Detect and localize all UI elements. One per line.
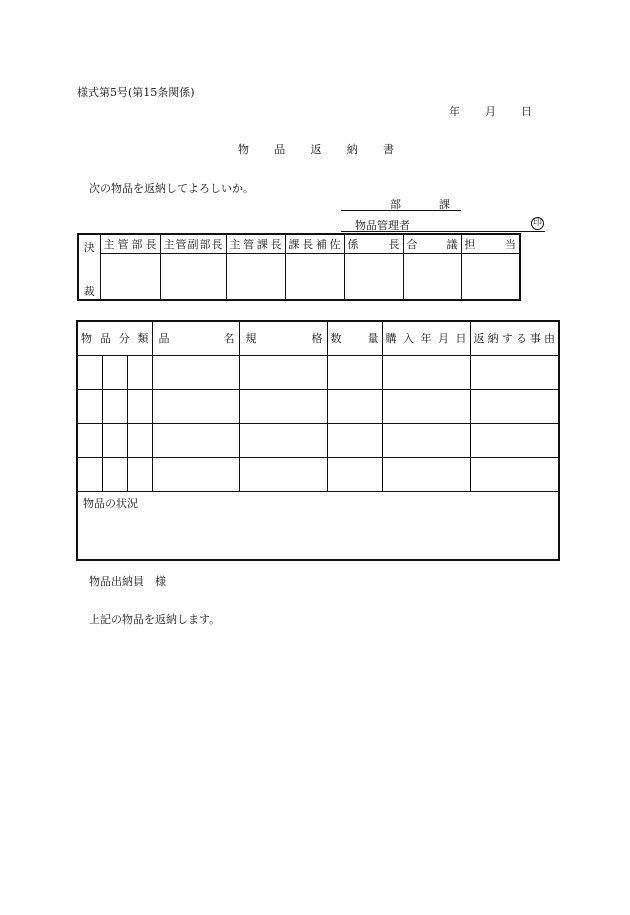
clerk-label: 物品出納員 様 bbox=[89, 575, 166, 588]
header-char: 数 bbox=[330, 332, 342, 346]
table-cell[interactable] bbox=[327, 389, 382, 423]
header-char: 主 bbox=[163, 237, 175, 251]
header-char: 管 bbox=[243, 237, 255, 251]
table-row bbox=[77, 389, 559, 423]
table-cell[interactable] bbox=[127, 457, 152, 491]
header-char: 長 bbox=[145, 237, 157, 251]
table-cell[interactable] bbox=[382, 389, 470, 423]
title-char: 返 bbox=[310, 143, 322, 156]
header-char: 長 bbox=[302, 237, 314, 251]
header-char: 佐 bbox=[329, 237, 341, 251]
approval-side-top: 決 bbox=[83, 241, 95, 254]
table-cell[interactable] bbox=[152, 423, 239, 457]
header-char: 由 bbox=[544, 332, 555, 346]
items-header-purchase-date bbox=[382, 321, 470, 355]
table-cell[interactable] bbox=[239, 457, 327, 491]
item-status-label: 物品の状況 bbox=[83, 496, 138, 510]
items-header-name bbox=[152, 321, 239, 355]
header-char: 月 bbox=[438, 332, 450, 346]
title-char: 納 bbox=[346, 143, 358, 156]
table-cell[interactable] bbox=[470, 389, 559, 423]
table-cell[interactable] bbox=[239, 423, 327, 457]
header-char: 長 bbox=[270, 237, 282, 251]
header-char: 部 bbox=[199, 237, 211, 251]
title-char: 書 bbox=[383, 143, 394, 156]
department-underline bbox=[341, 210, 461, 211]
header-char: 主 bbox=[103, 237, 115, 251]
header-char: 類 bbox=[137, 332, 149, 346]
header-char: 議 bbox=[446, 237, 458, 251]
stamp-box[interactable] bbox=[160, 253, 226, 300]
date-year: 年 bbox=[449, 105, 460, 118]
page-title bbox=[238, 141, 394, 157]
header-char: 部 bbox=[131, 237, 143, 251]
confirm-text: 上記の物品を返納します。 bbox=[89, 613, 221, 626]
approval-header-cell bbox=[226, 234, 285, 253]
header-char: 格 bbox=[311, 332, 323, 346]
table-cell[interactable] bbox=[127, 423, 152, 457]
table-cell[interactable] bbox=[127, 389, 152, 423]
items-table bbox=[76, 320, 560, 561]
manager-underline bbox=[341, 231, 545, 232]
header-char: 品 bbox=[99, 332, 111, 346]
approval-table bbox=[77, 233, 521, 301]
items-header-reason bbox=[470, 321, 559, 355]
header-char: す bbox=[501, 332, 513, 346]
table-cell[interactable] bbox=[327, 457, 382, 491]
header-char: 日 bbox=[455, 332, 467, 346]
stamp-box[interactable] bbox=[285, 253, 344, 300]
header-char: 入 bbox=[403, 332, 415, 346]
date-month: 月 bbox=[485, 105, 496, 118]
header-char: 事 bbox=[529, 332, 541, 346]
header-char: 副 bbox=[187, 237, 199, 251]
header-char: る bbox=[515, 332, 527, 346]
title-char: 物 bbox=[238, 143, 249, 156]
approval-header-cell bbox=[285, 234, 344, 253]
table-cell[interactable] bbox=[102, 389, 127, 423]
header-char: 合 bbox=[406, 237, 418, 251]
header-char: 購 bbox=[385, 332, 397, 346]
stamp-box[interactable] bbox=[461, 253, 520, 300]
table-cell[interactable] bbox=[152, 355, 239, 389]
table-cell[interactable] bbox=[239, 389, 327, 423]
items-header-quantity bbox=[327, 321, 382, 355]
header-char: 長 bbox=[211, 237, 223, 251]
table-row bbox=[77, 423, 559, 457]
header-char: 物 bbox=[81, 332, 92, 346]
header-char: 管 bbox=[117, 237, 129, 251]
table-cell[interactable] bbox=[327, 355, 382, 389]
table-cell[interactable] bbox=[382, 423, 470, 457]
date-line bbox=[449, 103, 532, 119]
header-char: 返 bbox=[473, 332, 485, 346]
table-cell[interactable] bbox=[152, 457, 239, 491]
stamp-box[interactable] bbox=[226, 253, 285, 300]
header-char: 名 bbox=[223, 332, 235, 346]
table-cell[interactable] bbox=[77, 423, 102, 457]
items-header-spec bbox=[239, 321, 327, 355]
table-cell[interactable] bbox=[239, 355, 327, 389]
title-char: 品 bbox=[274, 143, 286, 156]
item-status-box[interactable] bbox=[77, 491, 559, 560]
header-char: 規 bbox=[245, 332, 257, 346]
table-row bbox=[77, 457, 559, 491]
header-char: 課 bbox=[256, 237, 268, 251]
stamp-box[interactable] bbox=[100, 253, 160, 300]
table-cell[interactable] bbox=[77, 457, 102, 491]
approval-header-cell bbox=[344, 234, 403, 253]
approval-header-cell bbox=[403, 234, 461, 253]
table-cell[interactable] bbox=[152, 389, 239, 423]
manager-label: 物品管理者 bbox=[355, 219, 410, 232]
header-char: 当 bbox=[505, 237, 516, 251]
seal-icon: 印 bbox=[532, 218, 542, 228]
header-char: 補 bbox=[315, 237, 327, 251]
department-ka: 課 bbox=[439, 198, 450, 211]
header-char: 量 bbox=[367, 332, 379, 346]
table-cell[interactable] bbox=[327, 423, 382, 457]
header-char: 分 bbox=[118, 332, 130, 346]
header-char: 係 bbox=[347, 237, 359, 251]
header-char: 管 bbox=[175, 237, 187, 251]
table-cell[interactable] bbox=[382, 457, 470, 491]
table-cell[interactable] bbox=[127, 355, 152, 389]
header-char: 担 bbox=[464, 237, 476, 251]
header-char: 主 bbox=[229, 237, 241, 251]
table-cell[interactable] bbox=[102, 457, 127, 491]
table-cell[interactable] bbox=[470, 355, 559, 389]
table-cell[interactable] bbox=[77, 355, 102, 389]
approval-header-cell bbox=[100, 234, 160, 253]
items-header-category bbox=[77, 321, 152, 355]
header-char: 品 bbox=[158, 332, 170, 346]
table-cell[interactable] bbox=[102, 423, 127, 457]
stamp-box[interactable] bbox=[344, 253, 403, 300]
table-cell[interactable] bbox=[470, 423, 559, 457]
approval-header-cell bbox=[160, 234, 226, 253]
approval-header-cell bbox=[461, 234, 520, 253]
table-cell[interactable] bbox=[77, 389, 102, 423]
header-char: 課 bbox=[288, 237, 300, 251]
stamp-box[interactable] bbox=[403, 253, 461, 300]
form-number: 様式第5号(第15条関係) bbox=[77, 86, 195, 99]
header-char: 納 bbox=[487, 332, 499, 346]
header-char: 年 bbox=[420, 332, 432, 346]
table-cell[interactable] bbox=[102, 355, 127, 389]
table-cell[interactable] bbox=[470, 457, 559, 491]
request-text: 次の物品を返納してよろしいか。 bbox=[89, 182, 254, 195]
table-cell[interactable] bbox=[382, 355, 470, 389]
table-row bbox=[77, 355, 559, 389]
approval-side-label bbox=[78, 234, 100, 300]
department-bu: 部 bbox=[390, 198, 401, 211]
approval-side-bottom: 裁 bbox=[83, 285, 95, 298]
header-char: 長 bbox=[388, 237, 400, 251]
date-day: 日 bbox=[521, 105, 532, 118]
